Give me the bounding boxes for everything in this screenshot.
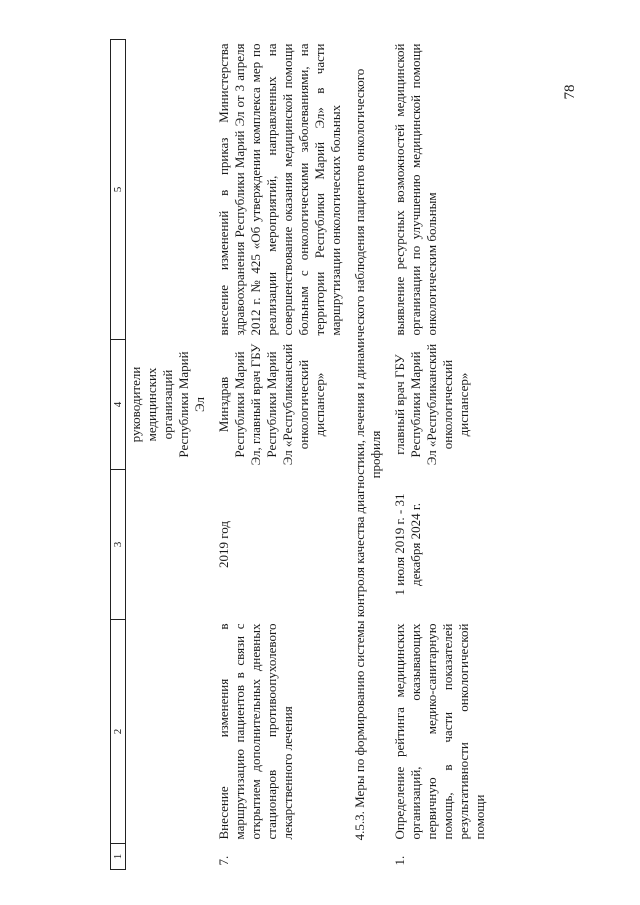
section-title: 4.5.3. Меры по формированию системы контроля качества диагностики, лечения и динамического наблюдения пациентов онкологического профиля [352, 68, 383, 841]
responsible-cell: Минздрав Республики Марий Эл, главный врач ГБУ Республики Марий Эл «Республиканский онкологический диспансер» [216, 343, 327, 466]
row-number: 7. [216, 855, 231, 866]
measure-cell [126, 620, 215, 844]
table-row [390, 40, 494, 870]
measure-cell: Определение рейтинга медицинских организаций, оказывающих первичную медико-санитарную помощь, в части показателей результативности онкологической помощи [392, 623, 487, 840]
row-number: 1. [392, 855, 407, 866]
result-cell: внесение изменений в приказ Министерства здравоохранения Республики Марий Эл от 3 апреля 2012 г. № 425 «Об утверждении комплекса мер по реализации мероприятий, направленных на совершенствование оказания медицинской помощи больным с онкологическими заболеваниями, на территории Республики Марий Эл» в части маршрутизации онкологических больных [216, 43, 343, 336]
responsible-cell: главный врач ГБУ Республики Марий Эл «Республиканский онкологический диспансер» [392, 343, 471, 466]
table-row [214, 40, 350, 870]
table-row [126, 40, 215, 870]
page-number: 78 [562, 84, 578, 100]
measures-table [110, 39, 494, 870]
column-header: 1 [111, 844, 126, 870]
column-header: 5 [111, 40, 126, 340]
term-cell [126, 470, 215, 620]
column-header: 4 [111, 340, 126, 470]
section-title-row [350, 40, 390, 870]
column-header: 3 [111, 470, 126, 620]
result-cell: выявление ресурсных возможностей медицинской организации по улучшению медицинской помощи онкологическим больным [392, 43, 439, 336]
measure-cell: Внесение изменения в маршрутизацию пациентов в связи с открытием дополнительных дневных стационаров противоопухолевого лекарственного лечения [216, 623, 295, 840]
row-number [126, 844, 215, 870]
result-cell [126, 40, 215, 340]
table-header-row [111, 40, 126, 870]
column-header: 2 [111, 620, 126, 844]
term-cell: 2019 год [216, 521, 231, 568]
term-cell: 1 июля 2019 г. - 31 декабря 2024 г. [392, 493, 423, 596]
rotated-page-content [110, 40, 630, 870]
responsible-cell: руководители медицинских организаций Республики Марий Эл [128, 351, 207, 458]
